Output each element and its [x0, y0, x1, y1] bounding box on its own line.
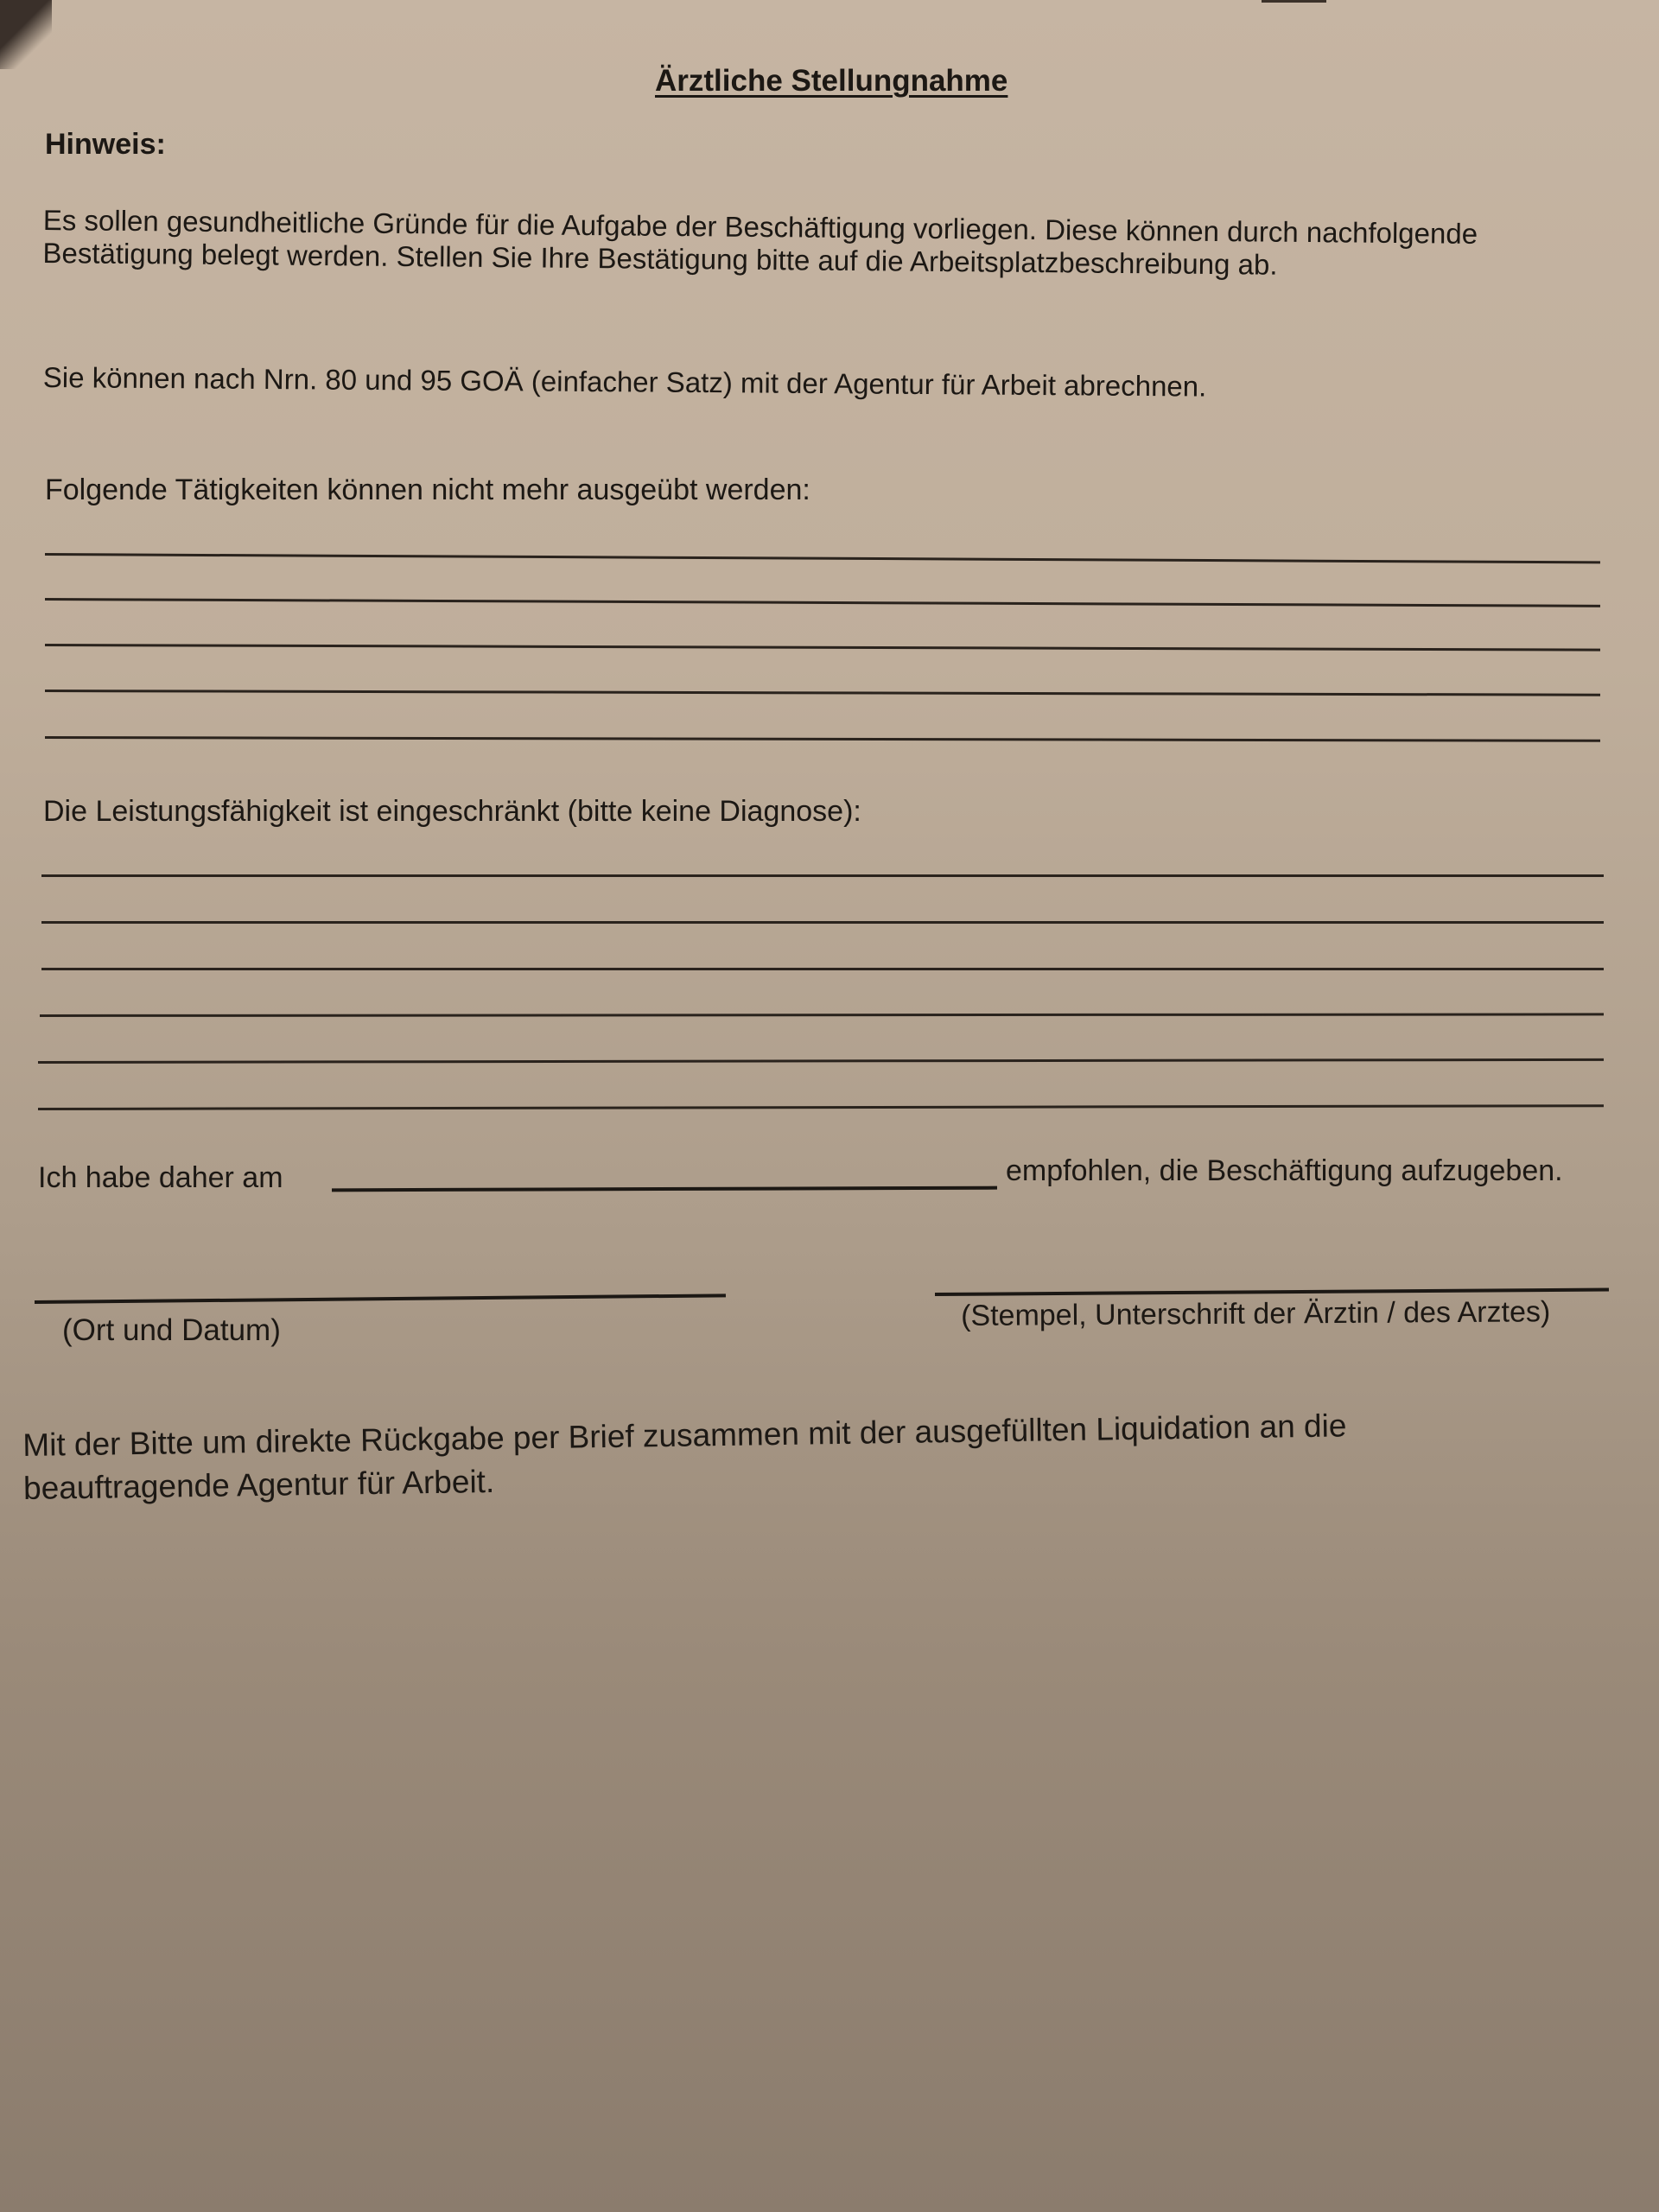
billing-paragraph: Sie können nach Nrn. 80 und 95 GOÄ (einfacher Satz) mit der Agentur für Arbeit abrechnen. — [42, 361, 1207, 403]
capacity-line-1[interactable] — [41, 874, 1604, 877]
hint-paragraph: Es sollen gesundheitliche Gründe für die Aufgabe der Beschäftigung vorliegen. Diese können durch nachfolgende Bestätigung belegt werden. Stellen Sie Ihre Bestätigung bitte auf die Arbeitsplatzbeschreibung ab. — [42, 204, 1478, 281]
capacity-line-6[interactable] — [38, 1104, 1604, 1110]
activity-line-3[interactable] — [45, 644, 1600, 652]
activities-label: Folgende Tätigkeiten können nicht mehr ausgeübt werden: — [45, 474, 810, 506]
capacity-label: Die Leistungsfähigkeit ist eingeschränkt (bitte keine Diagnose): — [43, 795, 861, 828]
recommendation-date-field[interactable] — [332, 1186, 997, 1192]
capacity-line-3[interactable] — [41, 968, 1604, 970]
return-instructions-line-1: Mit der Bitte um direkte Rückgabe per Brief zusammen mit der ausgefüllten Liquidation an die — [22, 1408, 1347, 1463]
place-date-field[interactable] — [35, 1294, 726, 1304]
capacity-line-2[interactable] — [41, 921, 1604, 924]
stamp-signature-label: (Stempel, Unterschrift der Ärztin / des Arztes) — [961, 1295, 1551, 1332]
page-corner-shadow — [0, 0, 52, 69]
capacity-line-5[interactable] — [38, 1058, 1604, 1064]
return-instructions — [22, 1404, 1348, 1510]
activity-line-4[interactable] — [45, 690, 1600, 696]
hint-heading: Hinweis: — [45, 128, 166, 161]
activity-line-5[interactable] — [45, 736, 1600, 742]
recommendation-sentence — [38, 1154, 1619, 1198]
top-edge-mark — [1262, 0, 1326, 3]
recommendation-suffix: empfohlen, die Beschäftigung aufzugeben. — [1006, 1154, 1563, 1187]
activity-line-2[interactable] — [45, 598, 1600, 607]
capacity-line-4[interactable] — [40, 1013, 1604, 1017]
return-instructions-line-2: beauftragende Agentur für Arbeit. — [22, 1463, 495, 1506]
document-title: Ärztliche Stellungnahme — [655, 64, 1008, 98]
recommendation-prefix: Ich habe daher am — [38, 1161, 283, 1194]
activity-line-1[interactable] — [45, 553, 1600, 563]
place-date-label: (Ort und Datum) — [62, 1313, 281, 1347]
